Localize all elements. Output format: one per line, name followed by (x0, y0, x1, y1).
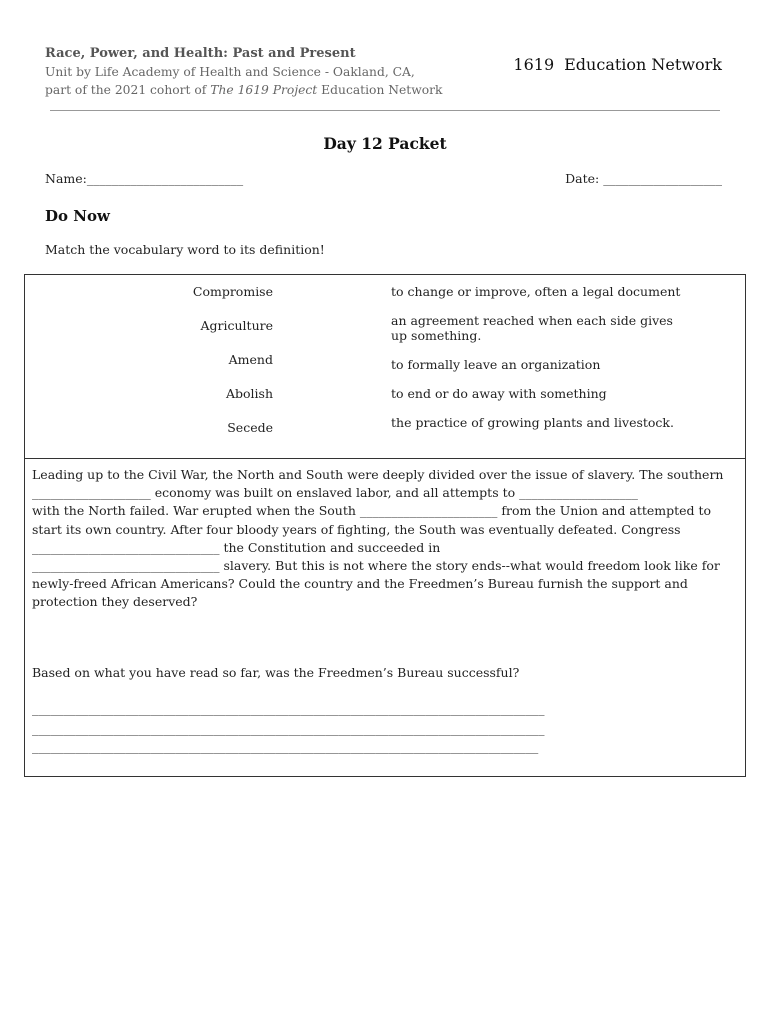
vocab-definition: to end or do away with something (391, 386, 607, 401)
vocabulary-matching-box (24, 274, 746, 459)
fill-in-blank[interactable]: ______________________ (359, 503, 498, 519)
unit-title: Race, Power, and Health: Past and Present (45, 46, 356, 61)
page-title: Day 12 Packet (323, 134, 447, 153)
vocab-word: Amend (228, 352, 273, 367)
network-number: 1619 (513, 55, 555, 74)
date-field[interactable]: Date: ___________________ (565, 171, 722, 186)
vocab-word: Agriculture (200, 318, 273, 333)
vocab-word: Abolish (225, 386, 273, 401)
answer-line[interactable]: __________________________________________________________________________________ (32, 701, 545, 716)
fill-in-blank[interactable]: ___________________ (32, 485, 151, 501)
vocab-word: Compromise (192, 284, 273, 299)
reading-box (24, 459, 746, 777)
header-divider (50, 110, 720, 111)
answer-line[interactable]: _________________________________________________________________________________ (32, 739, 539, 754)
vocab-word: Secede (227, 420, 273, 435)
fill-in-blank[interactable]: ______________________________ (32, 539, 220, 555)
vocab-definition: an agreement reached when each side gives up something. (391, 313, 673, 343)
vocab-definition: to formally leave an organization (391, 357, 601, 372)
answer-line[interactable]: __________________________________________________________________________________ (32, 721, 545, 736)
vocab-definition: to change or improve, often a legal document (391, 284, 681, 299)
reflection-question: Based on what you have read so far, was the Freedmen’s Bureau successful? (32, 665, 520, 680)
vocab-definition: the practice of growing plants and livestock. (391, 415, 674, 430)
fill-in-blank[interactable]: ______________________________ (32, 558, 220, 574)
unit-header (45, 45, 443, 99)
network-logo (513, 55, 722, 74)
do-now-heading: Do Now (45, 207, 110, 225)
network-name: Education Network (564, 55, 722, 74)
fill-in-blank[interactable]: ___________________ (519, 485, 638, 501)
name-field[interactable]: Name:_________________________ (45, 171, 244, 186)
story-paragraph: Leading up to the Civil War, the North and South were deeply divided over the issue of slavery. The southern ___________________ economy was built on enslaved labor, and all attempts to ___________________ with the North failed. War erupted when the South ______________________ from the Union and attempted to start its own country. After four bloody years of fighting, the South was eventually defeated. Congress ______________________________ the Constitution and succeeded in ______________________________ slavery. But this is not where the story ends--what would freedom look like for newly-freed African Americans? Could the country and the Freedmen’s Bureau furnish the support and protection they deserved? (32, 467, 724, 610)
cohort-line: part of the 2021 cohort of The 1619 Project Education Network (45, 83, 443, 97)
unit-byline: Unit by Life Academy of Health and Science - Oakland, CA, (45, 65, 415, 79)
do-now-instructions: Match the vocabulary word to its definition! (45, 242, 325, 257)
